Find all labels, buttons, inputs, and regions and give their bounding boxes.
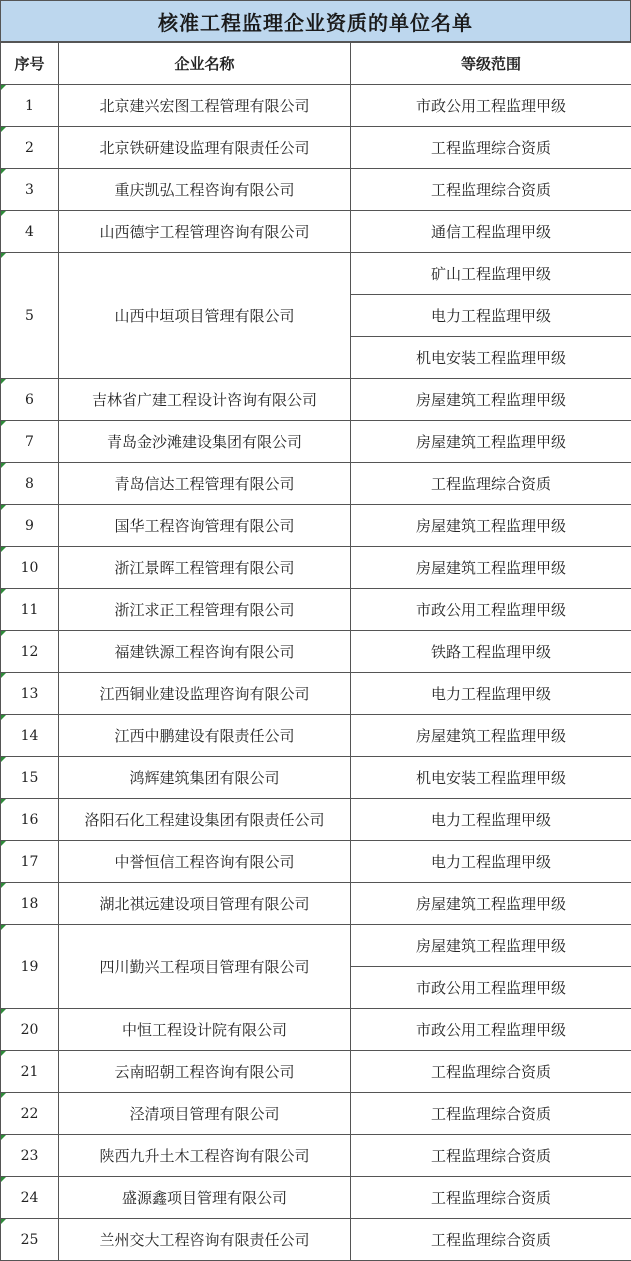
grade-scope-cell: 电力工程监理甲级: [351, 673, 631, 715]
serial-number-cell: 7: [1, 421, 59, 463]
company-name-cell: 山西中垣项目管理有限公司: [59, 253, 351, 379]
grade-scope-cell: 工程监理综合资质: [351, 1135, 631, 1177]
grade-scope-cell: 房屋建筑工程监理甲级: [351, 379, 631, 421]
grade-scope-cell: 房屋建筑工程监理甲级: [351, 715, 631, 757]
grade-scope-cell: 通信工程监理甲级: [351, 211, 631, 253]
grade-scope-cell: 工程监理综合资质: [351, 1051, 631, 1093]
company-name-cell: 吉林省广建工程设计咨询有限公司: [59, 379, 351, 421]
table-row: [1, 883, 631, 925]
table-row: [1, 1093, 631, 1135]
grade-scope-cell: 工程监理综合资质: [351, 169, 631, 211]
serial-number-cell: 4: [1, 211, 59, 253]
grade-scope-cell: 房屋建筑工程监理甲级: [351, 547, 631, 589]
grade-scope-cell: 房屋建筑工程监理甲级: [351, 925, 631, 967]
company-name-cell: 中誉恒信工程咨询有限公司: [59, 841, 351, 883]
table-row: [1, 1219, 631, 1261]
company-name-cell: 洛阳石化工程建设集团有限责任公司: [59, 799, 351, 841]
company-name-cell: 江西铜业建设监理咨询有限公司: [59, 673, 351, 715]
header-serial: 序号: [1, 43, 59, 85]
grade-scope-cell: 电力工程监理甲级: [351, 799, 631, 841]
company-name-cell: 重庆凯弘工程咨询有限公司: [59, 169, 351, 211]
serial-number-cell: 12: [1, 631, 59, 673]
company-name-cell: 山西德宇工程管理咨询有限公司: [59, 211, 351, 253]
serial-number-cell: 9: [1, 505, 59, 547]
grade-scope-cell: 房屋建筑工程监理甲级: [351, 421, 631, 463]
table-row: [1, 841, 631, 883]
table-row: [1, 211, 631, 253]
serial-number-cell: 15: [1, 757, 59, 799]
table-row: [1, 715, 631, 757]
table-header-row: [1, 43, 631, 85]
company-name-cell: 云南昭朝工程咨询有限公司: [59, 1051, 351, 1093]
table-row: [1, 505, 631, 547]
table-row: [1, 673, 631, 715]
serial-number-cell: 2: [1, 127, 59, 169]
company-name-cell: 北京建兴宏图工程管理有限公司: [59, 85, 351, 127]
serial-number-cell: 16: [1, 799, 59, 841]
serial-number-cell: 6: [1, 379, 59, 421]
grade-scope-cell: 工程监理综合资质: [351, 463, 631, 505]
grade-scope-cell: 工程监理综合资质: [351, 1177, 631, 1219]
table-row: [1, 757, 631, 799]
company-name-cell: 鸿辉建筑集团有限公司: [59, 757, 351, 799]
table-row: [1, 169, 631, 211]
table-row: [1, 631, 631, 673]
company-name-cell: 国华工程咨询管理有限公司: [59, 505, 351, 547]
table-row: [1, 1051, 631, 1093]
table-body: [1, 85, 631, 1261]
serial-number-cell: 17: [1, 841, 59, 883]
table-row: [1, 589, 631, 631]
table-row: [1, 463, 631, 505]
serial-number-cell: 11: [1, 589, 59, 631]
company-name-cell: 浙江景晖工程管理有限公司: [59, 547, 351, 589]
table-row: [1, 1135, 631, 1177]
table-row: [1, 379, 631, 421]
grade-scope-cell: 矿山工程监理甲级: [351, 253, 631, 295]
company-name-cell: 湖北祺远建设项目管理有限公司: [59, 883, 351, 925]
table-row: [1, 421, 631, 463]
grade-scope-cell: 市政公用工程监理甲级: [351, 85, 631, 127]
qualification-table: [0, 42, 631, 1261]
serial-number-cell: 19: [1, 925, 59, 1009]
table-row: [1, 547, 631, 589]
table-row: [1, 799, 631, 841]
page-title: 核准工程监理企业资质的单位名单: [0, 0, 631, 42]
company-name-cell: 泾清项目管理有限公司: [59, 1093, 351, 1135]
company-name-cell: 北京铁研建设监理有限责任公司: [59, 127, 351, 169]
company-name-cell: 福建铁源工程咨询有限公司: [59, 631, 351, 673]
grade-scope-cell: 市政公用工程监理甲级: [351, 1009, 631, 1051]
grade-scope-cell: 工程监理综合资质: [351, 127, 631, 169]
serial-number-cell: 14: [1, 715, 59, 757]
grade-scope-cell: 电力工程监理甲级: [351, 295, 631, 337]
company-name-cell: 江西中鹏建设有限责任公司: [59, 715, 351, 757]
header-company-name: 企业名称: [59, 43, 351, 85]
grade-scope-cell: 房屋建筑工程监理甲级: [351, 505, 631, 547]
company-name-cell: 兰州交大工程咨询有限责任公司: [59, 1219, 351, 1261]
serial-number-cell: 3: [1, 169, 59, 211]
serial-number-cell: 8: [1, 463, 59, 505]
grade-scope-cell: 工程监理综合资质: [351, 1093, 631, 1135]
serial-number-cell: 21: [1, 1051, 59, 1093]
grade-scope-cell: 机电安装工程监理甲级: [351, 337, 631, 379]
serial-number-cell: 24: [1, 1177, 59, 1219]
company-name-cell: 浙江求正工程管理有限公司: [59, 589, 351, 631]
table-row: [1, 127, 631, 169]
header-grade-scope: 等级范围: [351, 43, 631, 85]
table-row: [1, 1009, 631, 1051]
grade-scope-cell: 机电安装工程监理甲级: [351, 757, 631, 799]
company-name-cell: 中恒工程设计院有限公司: [59, 1009, 351, 1051]
table-row: [1, 925, 631, 967]
company-name-cell: 青岛信达工程管理有限公司: [59, 463, 351, 505]
serial-number-cell: 13: [1, 673, 59, 715]
serial-number-cell: 22: [1, 1093, 59, 1135]
serial-number-cell: 1: [1, 85, 59, 127]
table-row: [1, 253, 631, 295]
serial-number-cell: 20: [1, 1009, 59, 1051]
serial-number-cell: 25: [1, 1219, 59, 1261]
serial-number-cell: 23: [1, 1135, 59, 1177]
serial-number-cell: 18: [1, 883, 59, 925]
table-row: [1, 1177, 631, 1219]
serial-number-cell: 10: [1, 547, 59, 589]
table-row: [1, 85, 631, 127]
company-name-cell: 青岛金沙滩建设集团有限公司: [59, 421, 351, 463]
serial-number-cell: 5: [1, 253, 59, 379]
grade-scope-cell: 工程监理综合资质: [351, 1219, 631, 1261]
grade-scope-cell: 市政公用工程监理甲级: [351, 967, 631, 1009]
grade-scope-cell: 铁路工程监理甲级: [351, 631, 631, 673]
grade-scope-cell: 电力工程监理甲级: [351, 841, 631, 883]
grade-scope-cell: 房屋建筑工程监理甲级: [351, 883, 631, 925]
company-name-cell: 盛源鑫项目管理有限公司: [59, 1177, 351, 1219]
company-name-cell: 陕西九升土木工程咨询有限公司: [59, 1135, 351, 1177]
grade-scope-cell: 市政公用工程监理甲级: [351, 589, 631, 631]
company-name-cell: 四川勤兴工程项目管理有限公司: [59, 925, 351, 1009]
